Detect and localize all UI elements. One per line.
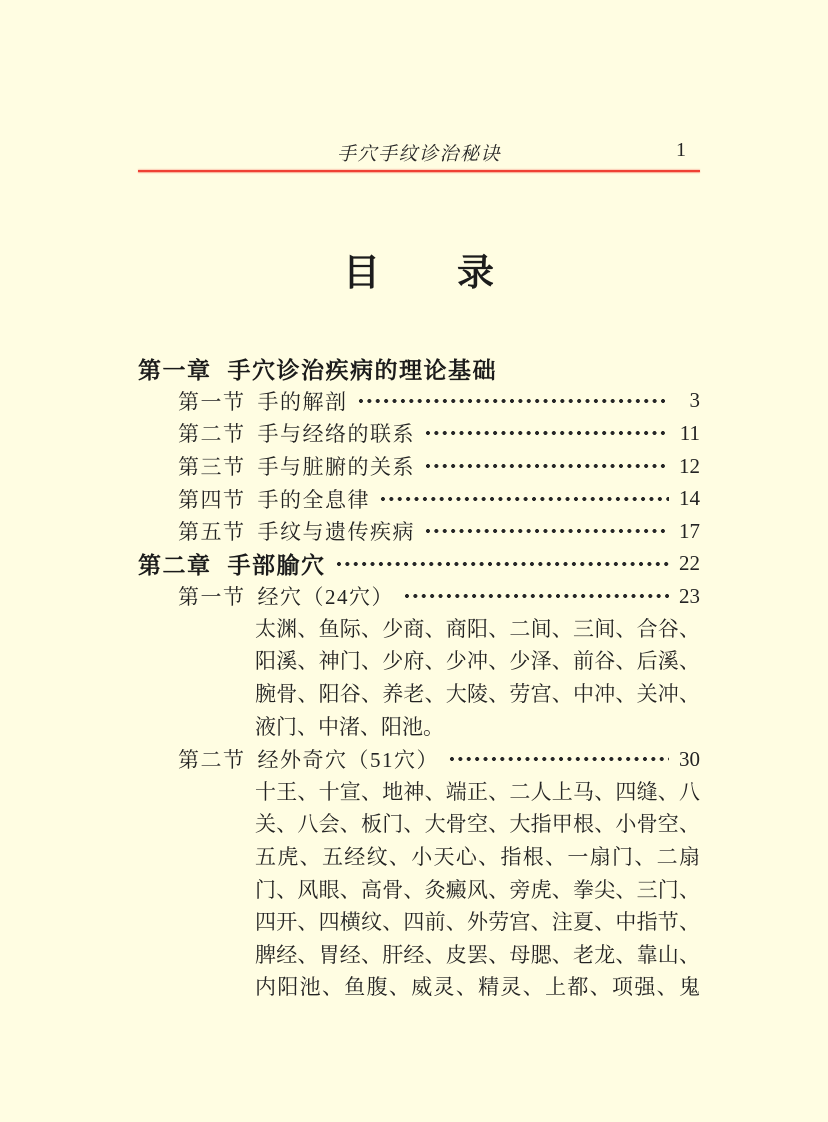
entry-page-number: 3	[689, 388, 700, 413]
toc-section-row	[138, 385, 700, 418]
toc-body-line: 内阳池、鱼腹、威灵、精灵、上都、项强、鬼	[255, 975, 700, 1000]
entry-label: 第二节	[178, 748, 246, 773]
toc-section-row	[138, 417, 700, 450]
toc-body-line: 阳溪、神门、少府、少冲、少泽、前谷、后溪、	[255, 649, 700, 674]
entry-title: 手与经络的联系	[257, 422, 415, 447]
toc-body-line: 太渊、鱼际、少商、商阳、二间、三间、合谷、	[255, 616, 700, 641]
toc-chapter-row	[138, 352, 700, 385]
toc-body-line: 液门、中渚、阳池。	[255, 714, 444, 739]
toc-section-row	[138, 743, 700, 776]
toc-body-line: 五虎、五经纹、小天心、指根、一扇门、二扇	[255, 844, 700, 869]
toc-body-line: 腕骨、阳谷、养老、大陵、劳宫、中冲、关冲、	[255, 681, 700, 706]
dot-leader	[336, 561, 670, 567]
entry-label: 第二节	[178, 422, 246, 447]
toc-body-line: 四开、四横纹、四前、外劳宫、注夏、中指节、	[255, 910, 700, 935]
entry-title: 经穴（24穴）	[257, 585, 394, 610]
entry-page-number: 14	[679, 486, 700, 511]
running-head-title: 手穴手纹诊治秘诀	[336, 144, 501, 165]
entry-page-number: 11	[679, 420, 700, 445]
dot-leader	[425, 430, 669, 436]
header-rule-line	[138, 170, 700, 172]
dot-leader	[404, 593, 669, 599]
toc-list	[138, 352, 700, 1004]
entry-title: 手纹与遗传疾病	[257, 520, 415, 545]
dot-leader	[380, 496, 669, 502]
dot-leader	[358, 398, 670, 404]
toc-body-line: 关、八会、板门、大骨空、大指甲根、小骨空、	[255, 812, 700, 837]
entry-page-number: 22	[679, 551, 700, 576]
entry-page-number: 23	[679, 583, 700, 608]
entry-page-number: 30	[679, 746, 700, 771]
entry-title: 手与脏腑的关系	[257, 455, 415, 480]
dot-leader	[425, 528, 669, 534]
entry-label: 第四节	[178, 487, 246, 512]
entry-page-number: 17	[679, 518, 700, 543]
entry-label: 第二章	[138, 552, 212, 579]
entry-title: 手穴诊治疾病的理论基础	[227, 356, 497, 383]
toc-section-row	[138, 580, 700, 613]
entry-label: 第一节	[178, 389, 246, 414]
dot-leader	[449, 756, 669, 762]
page-number: 1	[676, 139, 686, 161]
toc-body-line: 十王、十宣、地神、端正、二人上马、四缝、八	[255, 779, 700, 804]
toc-section-row	[138, 450, 700, 483]
entry-title: 手部腧穴	[227, 552, 326, 579]
toc-chapter-row	[138, 548, 700, 581]
toc-title: 目 录	[343, 253, 495, 294]
entry-title: 手的全息律	[257, 487, 370, 512]
page-header	[138, 139, 700, 165]
toc-body-line: 脾经、胃经、肝经、皮罢、母腮、老龙、靠山、	[255, 942, 700, 967]
entry-label: 第一章	[138, 356, 212, 383]
toc-section-row	[138, 515, 700, 548]
entry-page-number: 12	[679, 453, 700, 478]
entry-label: 第一节	[178, 585, 246, 610]
toc-section-row	[138, 482, 700, 515]
entry-label: 第五节	[178, 520, 246, 545]
entry-title: 手的解剖	[257, 389, 348, 414]
toc-body-line: 门、风眼、高骨、灸癜风、旁虎、拳尖、三门、	[255, 877, 700, 902]
entry-title: 经外奇穴（51穴）	[257, 748, 439, 773]
dot-leader	[425, 463, 669, 469]
entry-label: 第三节	[178, 455, 246, 480]
